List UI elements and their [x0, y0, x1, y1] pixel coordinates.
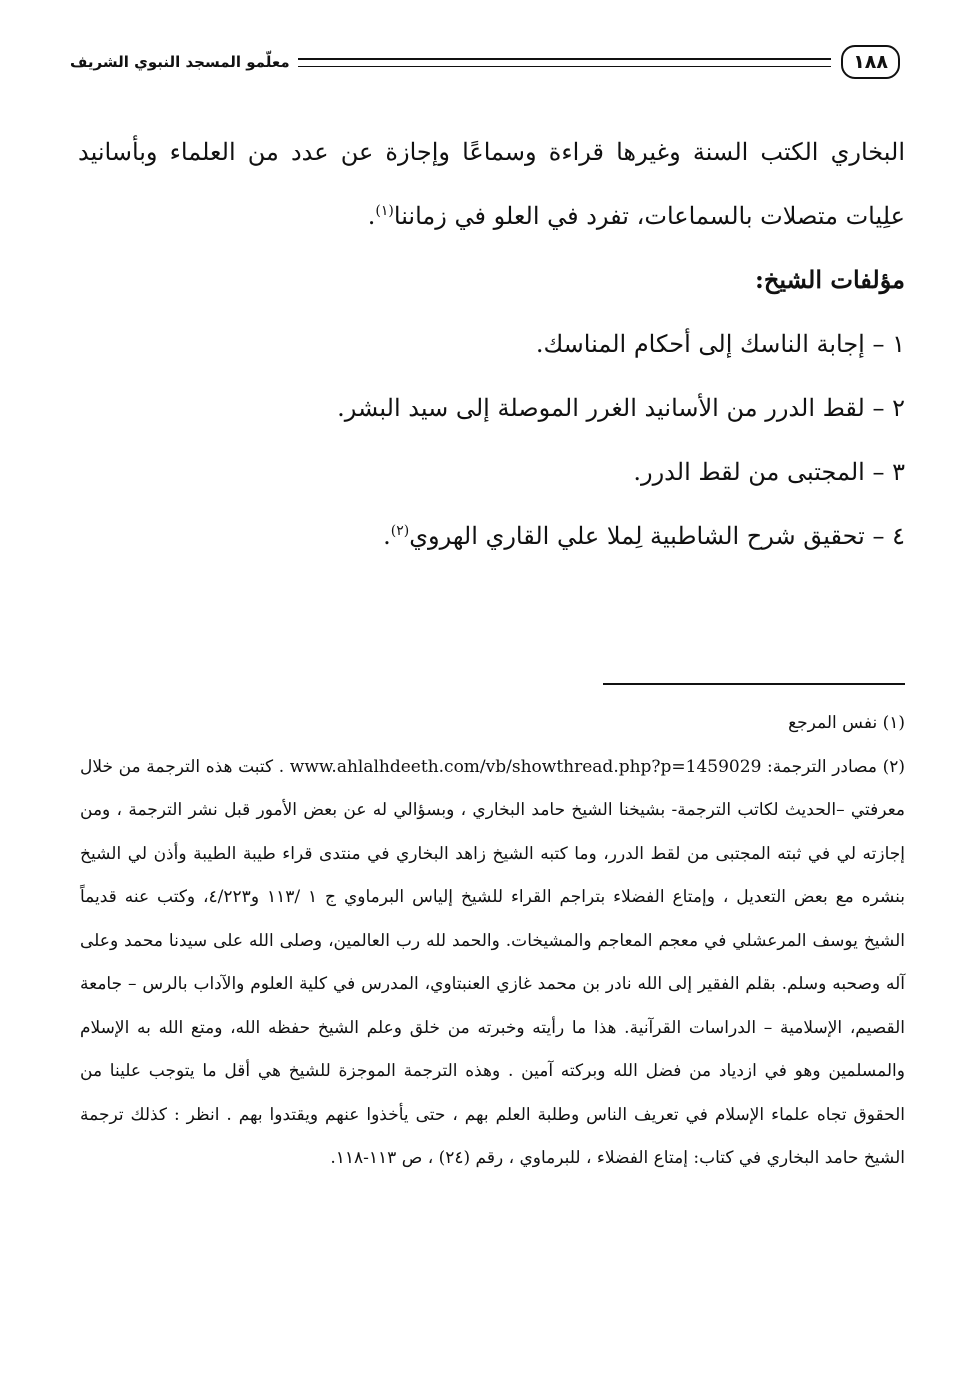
running-header [70, 44, 900, 80]
list-item: ٢ – لقط الدرر من الأسانيد الغرر الموصلة إلى سيد البشر. [337, 394, 905, 422]
works-heading: مؤلفات الشيخ: [755, 265, 905, 294]
footnote-ref-2[interactable]: (٢) [390, 523, 410, 539]
paragraph [78, 120, 905, 248]
footnote-2-label: (٢) مصادر الترجمة: [767, 756, 906, 777]
running-title: معلّمو المسجد النبوي الشريف [70, 53, 290, 71]
header-rule [298, 58, 832, 67]
works-list [78, 312, 905, 568]
page-number: ١٨٨ [841, 45, 900, 79]
list-item: ٣ – المجتبى من لقط الدرر. [633, 458, 905, 486]
footnote-2 [80, 746, 905, 1181]
main-text [78, 120, 905, 568]
source-link[interactable]: www.ahlalhdeeth.com/vb/showthread.php?p=1459029 [289, 756, 762, 777]
list-item [78, 504, 905, 568]
paragraph-text: البخاري الكتب السنة وغيرها قراءة وسماعًا وإجازة عن عدد من العلماء وبأسانيد علِيات متصلات بالسماعات، تفرد في العلو في زماننا [78, 138, 905, 230]
paragraph-end: . [367, 202, 376, 230]
footnote-separator [603, 683, 905, 685]
list-item-text: ٤ – تحقيق شرح الشاطبية لِملا علي القاري الهروي [409, 522, 905, 550]
footnote-2-text: . كتبت هذه الترجمة من خلال معرفتي –الحديث لكاتب الترجمة- بشيخنا الشيخ حامد البخاري ، وبسؤالي له عن بعض الأمور قبل نشر الترجمة ، ومن إجازته لي في ثبته المجتبى من لقط الدرر، وما كتبه الشيخ زاهد البخاري في منتدى قراء طيبة الطيبة وأذن لي الشيخ بنشره مع بعض التعديل ، وإمتاع الفضلاء بتراجم القراء للشيخ إلياس البرماوي ج ١ /١١٣ و٤/٢٢٣، وكتب عنه قديماً الشيخ يوسف المرعشلي في معجم المعاجم والمشيخات. والحمد لله رب العالمين، وصلى الله على سيدنا محمد وعلى آله وصحبه وسلم. بقلم الفقير إلى الله نادر بن محمد غازي العنبتاوي، المدرس في كلية العلوم والآداب بالرس – جامعة القصيم، الإسلامية – الدراسات القرآنية. هذا ما رأيته وخبرته من خلق وعلم الشيخ حفظه الله، ومتع الله به الإسلام والمسلمين وهو في ازدياد من فضل الله وبركته آمين . وهذه الترجمة الموجزة للشيخ هي أقل ما يتوجب علينا من الحقوق تجاه علماء الإسلام في تعريف الناس وطلبة العلم بهم ، حتى يأخذوا عنهم ويقتدوا بهم . انظر : كذلك ترجمة الشيخ حامد البخاري في كتاب: إمتاع الفضلاء ، للبرماوي ، رقم (٢٤) ، ص ١١٣-١١٨. [80, 756, 906, 1168]
list-item: ١ – إجابة الناسك إلى أحكام المناسك. [535, 330, 905, 358]
list-item-end: . [383, 522, 391, 550]
footnotes [80, 702, 905, 1181]
footnote-ref-1[interactable]: (١) [375, 203, 394, 219]
footnote-1: (١) نفس المرجع [788, 713, 905, 733]
